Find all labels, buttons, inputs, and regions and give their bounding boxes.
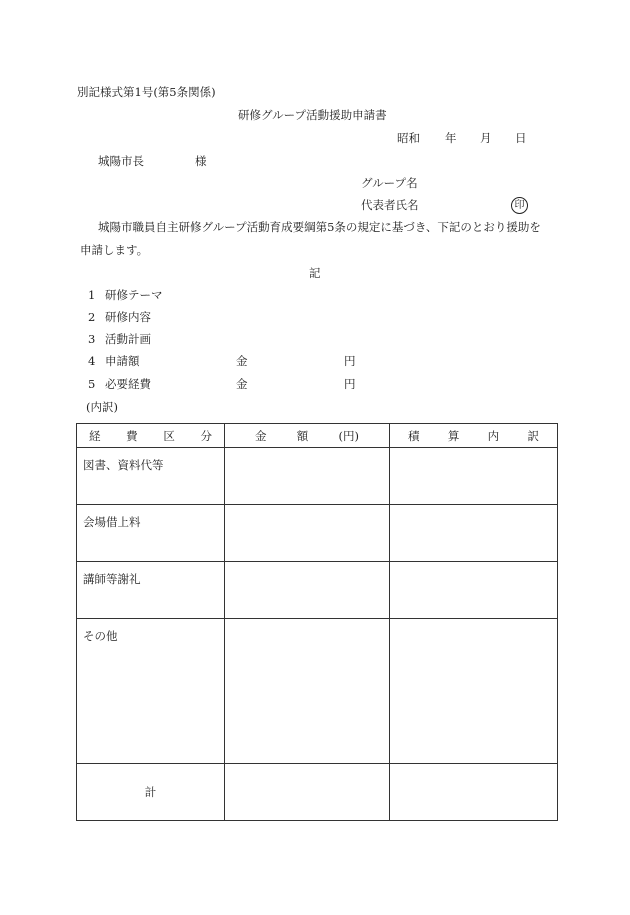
total-amount-cell[interactable] (225, 764, 390, 821)
body-line-1: 城陽市職員自主研修グループ活動育成要綱第5条の規定に基づき、下記のとおり援助を (98, 220, 541, 234)
date-era: 昭和 (397, 131, 420, 145)
row-label-other: その他 (77, 619, 225, 764)
table-row (77, 562, 558, 619)
item-5-num: 5 (88, 377, 96, 391)
form-id: 別記様式第1号(第5条関係) (77, 85, 216, 99)
detail-cell[interactable] (390, 562, 558, 619)
table-header-row (77, 424, 558, 448)
item-2-num: 2 (88, 310, 96, 324)
item-5-en: 円 (344, 377, 356, 391)
detail-cell[interactable] (390, 505, 558, 562)
amount-cell[interactable] (225, 505, 390, 562)
row-label-books: 図書、資料代等 (77, 448, 225, 505)
header-amount: 金 額 (円) (225, 424, 390, 448)
table-row (77, 505, 558, 562)
table-row (77, 619, 558, 764)
row-label-lecturer: 講師等謝礼 (77, 562, 225, 619)
item-4-num: 4 (88, 354, 96, 368)
ki-heading: 記 (309, 266, 321, 280)
amount-cell[interactable] (225, 619, 390, 764)
item-4-en: 円 (344, 354, 356, 368)
date-year: 年 (445, 131, 457, 145)
row-label-venue: 会場借上料 (77, 505, 225, 562)
header-calculation-detail: 積 算 内 訳 (390, 424, 558, 448)
header-expense-category: 経 費 区 分 (77, 424, 225, 448)
item-5-kin: 金 (236, 377, 248, 391)
item-4-label: 申請額 (105, 354, 140, 368)
addressee-name: 城陽市長 (98, 154, 144, 168)
item-3-num: 3 (88, 332, 96, 346)
body-line-2: 申請します。 (80, 243, 149, 257)
item-3-label: 活動計画 (105, 332, 151, 346)
item-2-label: 研修内容 (105, 310, 151, 324)
seal-mark: 印 (511, 197, 528, 214)
table-row (77, 448, 558, 505)
document-title: 研修グループ活動援助申請書 (238, 108, 387, 122)
amount-cell[interactable] (225, 562, 390, 619)
detail-cell[interactable] (390, 619, 558, 764)
date-day: 日 (515, 131, 527, 145)
total-detail-cell[interactable] (390, 764, 558, 821)
item-1-num: 1 (88, 288, 96, 302)
addressee-honorific: 様 (195, 154, 207, 168)
table-total-row (77, 764, 558, 821)
total-label: 計 (77, 764, 225, 821)
representative-label: 代表者氏名 (361, 198, 419, 212)
item-1-label: 研修テーマ (105, 288, 163, 302)
item-4-kin: 金 (236, 354, 248, 368)
amount-cell[interactable] (225, 448, 390, 505)
item-5-label: 必要経費 (105, 377, 151, 391)
date-month: 月 (480, 131, 492, 145)
expenses-table (76, 423, 558, 821)
group-name-label: グループ名 (361, 176, 418, 190)
breakdown-label: (内訳) (86, 400, 118, 414)
detail-cell[interactable] (390, 448, 558, 505)
